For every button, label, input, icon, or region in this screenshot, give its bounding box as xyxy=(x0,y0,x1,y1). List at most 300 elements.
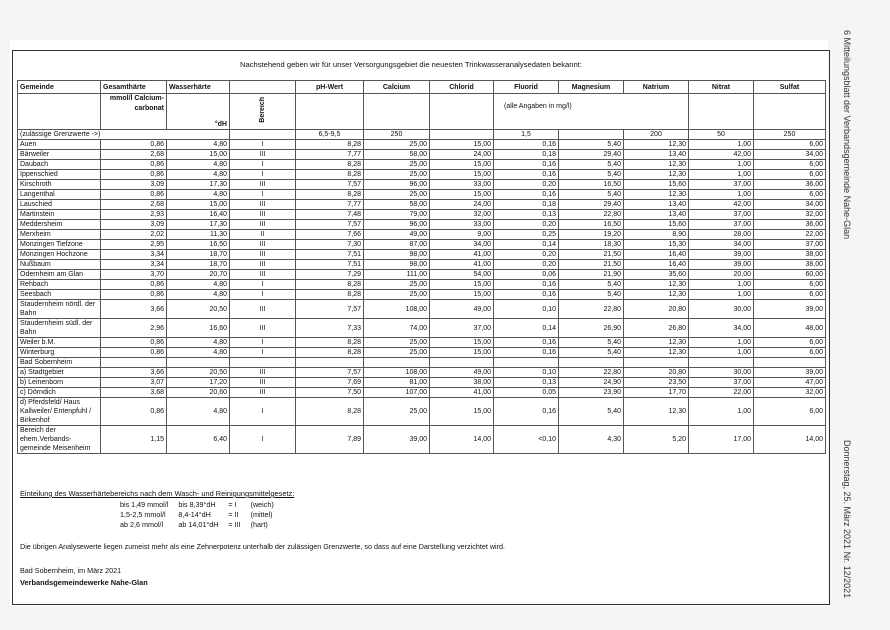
cell-ph: 8,28 xyxy=(296,338,364,348)
cell-chlorid: 15,00 xyxy=(430,140,494,150)
cell-calcium: 49,00 xyxy=(364,230,430,240)
row-gemeinde: Nußbaum xyxy=(18,260,101,270)
cell-dh: 4,80 xyxy=(167,348,230,358)
cell-dh: 20,50 xyxy=(167,300,230,319)
cell-sulfat: 6,00 xyxy=(754,140,826,150)
cell-ph: 8,28 xyxy=(296,348,364,358)
cell-nitrat: 34,00 xyxy=(689,319,754,338)
cell-natrium: 35,60 xyxy=(624,270,689,280)
cell-fluorid: 0,20 xyxy=(494,250,559,260)
cell-natrium: 12,30 xyxy=(624,280,689,290)
cell-dh: 20,50 xyxy=(167,368,230,378)
side-date: Donnerstag, 25. März 2021 Nr. 12/2021 xyxy=(842,440,852,599)
row-gemeinde: Staudernheim südl. der Bahn xyxy=(18,319,101,338)
cell-sulfat: 6,00 xyxy=(754,160,826,170)
table-row xyxy=(18,240,826,250)
cell-natrium: 8,90 xyxy=(624,230,689,240)
unit-bereich: Bereich xyxy=(259,97,266,123)
cell-bereich: I xyxy=(230,140,296,150)
table-row xyxy=(18,338,826,348)
cell-sulfat: 39,00 xyxy=(754,300,826,319)
cell-mmol: 2,93 xyxy=(101,210,167,220)
table-row xyxy=(18,150,826,160)
cell-dh: 17,30 xyxy=(167,220,230,230)
cell-magnesium: 22,80 xyxy=(559,300,624,319)
row-gemeinde: Martinstein xyxy=(18,210,101,220)
cell-dh: 18,70 xyxy=(167,260,230,270)
cell-chlorid: 15,00 xyxy=(430,290,494,300)
cell-bereich: I xyxy=(230,160,296,170)
cell-sulfat: 6,00 xyxy=(754,338,826,348)
cell-natrium xyxy=(624,358,689,368)
header-gesamthaerte: Gesamthärte xyxy=(101,81,167,94)
cell-magnesium: 5,40 xyxy=(559,170,624,180)
table-row xyxy=(18,160,826,170)
footnote: Die übrigen Analysewerte liegen zumeist mehr als eine Zehnerpotenz unterhalb der zulässigen Grenzwerte, so dass auf eine Darstellung verzichtet wird. xyxy=(20,542,506,551)
cell-calcium: 96,00 xyxy=(364,220,430,230)
table-row xyxy=(18,200,826,210)
cell-magnesium: 4,30 xyxy=(559,426,624,454)
cell-bereich: I xyxy=(230,190,296,200)
table-row xyxy=(18,230,826,240)
cell-nitrat: 37,00 xyxy=(689,220,754,230)
cell-magnesium: 5,40 xyxy=(559,160,624,170)
header-fluorid: Fluorid xyxy=(494,81,559,94)
cell-calcium: 58,00 xyxy=(364,200,430,210)
cell-sulfat: 39,00 xyxy=(754,368,826,378)
cell-magnesium: 5,40 xyxy=(559,280,624,290)
cell-dh xyxy=(167,358,230,368)
cell-calcium: 87,00 xyxy=(364,240,430,250)
cell-chlorid: 15,00 xyxy=(430,398,494,426)
cell-ph: 8,28 xyxy=(296,280,364,290)
cell-dh: 4,80 xyxy=(167,160,230,170)
cell-dh: 6,40 xyxy=(167,426,230,454)
cell-bereich: I xyxy=(230,398,296,426)
row-gemeinde: Bad Sobernheim xyxy=(18,358,101,368)
cell-fluorid xyxy=(494,358,559,368)
cell-mmol: 3,70 xyxy=(101,270,167,280)
cell-bereich: III xyxy=(230,200,296,210)
cell-dh: 16,40 xyxy=(167,210,230,220)
cell-magnesium: 16,50 xyxy=(559,180,624,190)
cell-nitrat: 1,00 xyxy=(689,280,754,290)
cell-mmol: 0,86 xyxy=(101,190,167,200)
cell-bereich: III xyxy=(230,210,296,220)
table-row xyxy=(18,378,826,388)
cell-nitrat: 20,00 xyxy=(689,270,754,280)
cell-ph: 7,29 xyxy=(296,270,364,280)
cell-calcium: 25,00 xyxy=(364,140,430,150)
cell-natrium: 12,30 xyxy=(624,338,689,348)
cell-mmol: 3,34 xyxy=(101,250,167,260)
cell-bereich xyxy=(230,358,296,368)
cell-mmol: 3,66 xyxy=(101,368,167,378)
row-gemeinde: Auen xyxy=(18,140,101,150)
table-row xyxy=(18,358,826,368)
cell-chlorid: 38,00 xyxy=(430,378,494,388)
cell-mmol: 0,86 xyxy=(101,338,167,348)
cell-nitrat: 1,00 xyxy=(689,398,754,426)
cell-calcium: 108,00 xyxy=(364,300,430,319)
cell-chlorid: 41,00 xyxy=(430,260,494,270)
units-row xyxy=(18,94,826,130)
cell-calcium: 98,00 xyxy=(364,250,430,260)
cell-ph: 8,28 xyxy=(296,160,364,170)
cell-sulfat: 22,00 xyxy=(754,230,826,240)
cell-sulfat: 6,00 xyxy=(754,190,826,200)
cell-natrium: 12,30 xyxy=(624,190,689,200)
row-gemeinde: Bereich der ehem.Verbands-gemeinde Meisenheim xyxy=(18,426,101,454)
cell-ph: 7,48 xyxy=(296,210,364,220)
cell-mmol: 0,86 xyxy=(101,140,167,150)
cell-dh: 11,30 xyxy=(167,230,230,240)
cell-sulfat: 36,00 xyxy=(754,220,826,230)
table-row xyxy=(18,280,826,290)
cell-sulfat: 48,00 xyxy=(754,319,826,338)
row-gemeinde: Lauschied xyxy=(18,200,101,210)
cell-fluorid: 0,13 xyxy=(494,378,559,388)
cell-fluorid: 0,13 xyxy=(494,210,559,220)
cell-dh: 16,50 xyxy=(167,240,230,250)
cell-bereich: III xyxy=(230,250,296,260)
cell-bereich: III xyxy=(230,319,296,338)
limit-ph: 6,5-9,5 xyxy=(296,130,364,140)
legend-row: ab 2,6 mmol/l ab 14,01°dH = III (hart) xyxy=(120,520,268,529)
table-row xyxy=(18,388,826,398)
cell-natrium: 5,20 xyxy=(624,426,689,454)
cell-mmol: 0,86 xyxy=(101,290,167,300)
cell-bereich: I xyxy=(230,290,296,300)
cell-bereich: III xyxy=(230,180,296,190)
table-row xyxy=(18,319,826,338)
table-row xyxy=(18,398,826,426)
cell-magnesium: 5,40 xyxy=(559,290,624,300)
cell-nitrat xyxy=(689,358,754,368)
cell-magnesium: 5,40 xyxy=(559,398,624,426)
cell-natrium: 20,80 xyxy=(624,368,689,378)
cell-sulfat: 36,00 xyxy=(754,180,826,190)
cell-calcium: 25,00 xyxy=(364,160,430,170)
table-row xyxy=(18,426,826,454)
cell-magnesium: 5,40 xyxy=(559,348,624,358)
cell-mmol: 0,86 xyxy=(101,398,167,426)
cell-ph: 7,89 xyxy=(296,426,364,454)
cell-chlorid: 15,00 xyxy=(430,170,494,180)
cell-fluorid: 0,05 xyxy=(494,388,559,398)
table-row xyxy=(18,270,826,280)
row-gemeinde: Ippenschied xyxy=(18,170,101,180)
cell-natrium: 16,40 xyxy=(624,260,689,270)
cell-dh: 16,60 xyxy=(167,319,230,338)
cell-chlorid: 15,00 xyxy=(430,190,494,200)
header-ph: pH-Wert xyxy=(296,81,364,94)
unit-dh: °dH xyxy=(167,94,230,130)
cell-ph: 7,51 xyxy=(296,260,364,270)
cell-mmol: 2,68 xyxy=(101,200,167,210)
cell-nitrat: 42,00 xyxy=(689,200,754,210)
cell-nitrat: 1,00 xyxy=(689,160,754,170)
header-natrium: Natrium xyxy=(624,81,689,94)
cell-dh: 15,00 xyxy=(167,150,230,160)
cell-calcium: 58,00 xyxy=(364,150,430,160)
cell-fluorid: 0,16 xyxy=(494,140,559,150)
cell-nitrat: 1,00 xyxy=(689,338,754,348)
row-gemeinde: Monzingen Tiefzone xyxy=(18,240,101,250)
header-wasserhaerte: Wasserhärte xyxy=(167,81,230,94)
cell-natrium: 13,40 xyxy=(624,200,689,210)
cell-sulfat: 6,00 xyxy=(754,398,826,426)
cell-sulfat: 14,00 xyxy=(754,426,826,454)
cell-calcium: 25,00 xyxy=(364,170,430,180)
cell-ph: 8,28 xyxy=(296,170,364,180)
table-row xyxy=(18,190,826,200)
cell-fluorid: 0,16 xyxy=(494,280,559,290)
cell-sulfat: 60,00 xyxy=(754,270,826,280)
cell-calcium: 25,00 xyxy=(364,348,430,358)
cell-nitrat: 39,00 xyxy=(689,260,754,270)
cell-fluorid: 0,14 xyxy=(494,319,559,338)
row-gemeinde: Winterburg xyxy=(18,348,101,358)
cell-fluorid: 0,18 xyxy=(494,200,559,210)
table-row xyxy=(18,290,826,300)
cell-ph: 7,51 xyxy=(296,250,364,260)
cell-mmol: 1,15 xyxy=(101,426,167,454)
cell-natrium: 15,60 xyxy=(624,180,689,190)
cell-calcium xyxy=(364,358,430,368)
place-date: Bad Sobernheim, im März 2021 xyxy=(20,566,122,575)
limit-calcium: 250 xyxy=(364,130,430,140)
cell-dh: 17,20 xyxy=(167,378,230,388)
cell-nitrat: 1,00 xyxy=(689,190,754,200)
cell-ph: 7,77 xyxy=(296,200,364,210)
cell-bereich: III xyxy=(230,368,296,378)
cell-magnesium: 26,90 xyxy=(559,319,624,338)
cell-chlorid: 9,00 xyxy=(430,230,494,240)
cell-nitrat: 22,00 xyxy=(689,388,754,398)
cell-mmol: 2,95 xyxy=(101,240,167,250)
table-row xyxy=(18,348,826,358)
cell-chlorid: 15,00 xyxy=(430,338,494,348)
cell-mmol xyxy=(101,358,167,368)
cell-calcium: 25,00 xyxy=(364,280,430,290)
cell-chlorid: 41,00 xyxy=(430,250,494,260)
row-gemeinde: Weiler b.M. xyxy=(18,338,101,348)
cell-magnesium: 21,50 xyxy=(559,260,624,270)
cell-mmol: 0,86 xyxy=(101,160,167,170)
cell-calcium: 25,00 xyxy=(364,290,430,300)
cell-calcium: 74,00 xyxy=(364,319,430,338)
cell-chlorid: 41,00 xyxy=(430,388,494,398)
cell-chlorid: 24,00 xyxy=(430,200,494,210)
cell-natrium: 23,50 xyxy=(624,378,689,388)
cell-nitrat: 1,00 xyxy=(689,140,754,150)
cell-ph: 8,28 xyxy=(296,290,364,300)
legend-title: Einteilung des Wasserhärtebereichs nach dem Wasch- und Reinigungsmittelgesetz: xyxy=(20,489,295,498)
cell-nitrat: 30,00 xyxy=(689,300,754,319)
cell-ph: 7,69 xyxy=(296,378,364,388)
cell-dh: 4,80 xyxy=(167,280,230,290)
cell-natrium: 17,70 xyxy=(624,388,689,398)
cell-chlorid: 15,00 xyxy=(430,160,494,170)
cell-fluorid: 0,20 xyxy=(494,220,559,230)
cell-sulfat: 38,00 xyxy=(754,260,826,270)
row-gemeinde: Rehbach xyxy=(18,280,101,290)
cell-ph: 7,50 xyxy=(296,388,364,398)
cell-natrium: 20,80 xyxy=(624,300,689,319)
row-gemeinde: d) Pferdsfeld/ Haus Kallweiler/ Entenpfuhl / Birkenhof xyxy=(18,398,101,426)
cell-bereich: I xyxy=(230,338,296,348)
cell-fluorid: 0,10 xyxy=(494,300,559,319)
cell-bereich: II xyxy=(230,230,296,240)
cell-mmol: 3,09 xyxy=(101,180,167,190)
row-gemeinde: Merxheim xyxy=(18,230,101,240)
cell-magnesium: 16,50 xyxy=(559,220,624,230)
limit-natrium: 200 xyxy=(624,130,689,140)
hardness-legend xyxy=(20,489,294,530)
cell-fluorid: 0,16 xyxy=(494,190,559,200)
cell-fluorid: 0,18 xyxy=(494,150,559,160)
header-row xyxy=(18,81,826,94)
cell-fluorid: 0,16 xyxy=(494,398,559,426)
cell-ph: 7,57 xyxy=(296,368,364,378)
cell-dh: 18,70 xyxy=(167,250,230,260)
limits-label: (zulässige Grenzwerte ->) xyxy=(18,130,230,140)
limit-nitrat: 50 xyxy=(689,130,754,140)
limit-fluorid: 1,5 xyxy=(494,130,559,140)
cell-fluorid: 0,16 xyxy=(494,290,559,300)
cell-nitrat: 28,00 xyxy=(689,230,754,240)
table-row xyxy=(18,180,826,190)
organization: Verbandsgemeindewerke Nahe-Glan xyxy=(20,578,148,587)
cell-chlorid: 54,00 xyxy=(430,270,494,280)
cell-chlorid: 15,00 xyxy=(430,348,494,358)
cell-natrium: 12,30 xyxy=(624,348,689,358)
cell-ph: 7,33 xyxy=(296,319,364,338)
cell-natrium: 13,40 xyxy=(624,210,689,220)
table-row xyxy=(18,250,826,260)
cell-natrium: 12,30 xyxy=(624,140,689,150)
unit-mmol: mmol/l Calcium-carbonat xyxy=(101,94,167,130)
intro-text: Nachstehend geben wir für unser Versorgungsgebiet die neuesten Trinkwasseranalysedaten bekannt: xyxy=(240,60,582,69)
cell-bereich: I xyxy=(230,280,296,290)
cell-nitrat: 34,00 xyxy=(689,240,754,250)
cell-natrium: 16,40 xyxy=(624,250,689,260)
cell-sulfat: 32,00 xyxy=(754,388,826,398)
cell-chlorid: 49,00 xyxy=(430,300,494,319)
cell-ph: 7,77 xyxy=(296,150,364,160)
cell-bereich: III xyxy=(230,240,296,250)
row-gemeinde: Kirschroth xyxy=(18,180,101,190)
cell-bereich: III xyxy=(230,220,296,230)
cell-chlorid: 32,00 xyxy=(430,210,494,220)
cell-natrium: 13,40 xyxy=(624,150,689,160)
cell-natrium: 12,30 xyxy=(624,290,689,300)
row-gemeinde: Seesbach xyxy=(18,290,101,300)
cell-chlorid: 49,00 xyxy=(430,368,494,378)
cell-mmol: 0,86 xyxy=(101,348,167,358)
analysis-table xyxy=(17,80,826,454)
cell-fluorid: <0,10 xyxy=(494,426,559,454)
cell-magnesium: 5,40 xyxy=(559,140,624,150)
row-gemeinde: Bärweiler xyxy=(18,150,101,160)
row-gemeinde: a) Stadtgebiet xyxy=(18,368,101,378)
cell-magnesium: 18,30 xyxy=(559,240,624,250)
cell-natrium: 26,80 xyxy=(624,319,689,338)
cell-natrium: 15,30 xyxy=(624,240,689,250)
cell-ph: 7,57 xyxy=(296,180,364,190)
cell-calcium: 107,00 xyxy=(364,388,430,398)
unit-alle-angaben: (alle Angaben in mg/l) xyxy=(494,94,689,130)
cell-magnesium: 5,40 xyxy=(559,338,624,348)
cell-dh: 15,00 xyxy=(167,200,230,210)
cell-natrium: 12,30 xyxy=(624,170,689,180)
cell-dh: 4,80 xyxy=(167,140,230,150)
cell-nitrat: 39,00 xyxy=(689,250,754,260)
cell-ph: 7,57 xyxy=(296,220,364,230)
cell-dh: 20,60 xyxy=(167,388,230,398)
cell-natrium: 12,30 xyxy=(624,160,689,170)
cell-nitrat: 42,00 xyxy=(689,150,754,160)
cell-sulfat: 37,00 xyxy=(754,240,826,250)
cell-nitrat: 37,00 xyxy=(689,378,754,388)
table-row xyxy=(18,140,826,150)
legend-table xyxy=(115,500,279,530)
header-calcium: Calcium xyxy=(364,81,430,94)
cell-chlorid: 24,00 xyxy=(430,150,494,160)
cell-calcium: 79,00 xyxy=(364,210,430,220)
cell-calcium: 111,00 xyxy=(364,270,430,280)
cell-bereich: III xyxy=(230,300,296,319)
cell-sulfat: 6,00 xyxy=(754,348,826,358)
cell-ph xyxy=(296,358,364,368)
cell-chlorid xyxy=(430,358,494,368)
cell-bereich: III xyxy=(230,270,296,280)
row-gemeinde: Staudernheim nördl. der Bahn xyxy=(18,300,101,319)
cell-mmol: 3,66 xyxy=(101,300,167,319)
cell-sulfat: 6,00 xyxy=(754,290,826,300)
cell-ph: 8,28 xyxy=(296,190,364,200)
cell-bereich: III xyxy=(230,150,296,160)
cell-mmol: 3,68 xyxy=(101,388,167,398)
cell-nitrat: 1,00 xyxy=(689,170,754,180)
cell-sulfat xyxy=(754,358,826,368)
cell-dh: 20,70 xyxy=(167,270,230,280)
legend-row: bis 1,49 mmol/l bis 8,39°dH = I (weich) xyxy=(120,500,274,509)
cell-nitrat: 1,00 xyxy=(689,348,754,358)
cell-bereich: III xyxy=(230,378,296,388)
cell-sulfat: 34,00 xyxy=(754,150,826,160)
cell-nitrat: 37,00 xyxy=(689,180,754,190)
cell-mmol: 2,02 xyxy=(101,230,167,240)
cell-sulfat: 32,00 xyxy=(754,210,826,220)
cell-mmol: 3,09 xyxy=(101,220,167,230)
cell-nitrat: 37,00 xyxy=(689,210,754,220)
cell-nitrat: 1,00 xyxy=(689,290,754,300)
cell-chlorid: 33,00 xyxy=(430,220,494,230)
cell-mmol: 2,68 xyxy=(101,150,167,160)
cell-bereich: III xyxy=(230,260,296,270)
cell-natrium: 12,30 xyxy=(624,398,689,426)
cell-mmol: 2,96 xyxy=(101,319,167,338)
table-row xyxy=(18,368,826,378)
cell-bereich: III xyxy=(230,388,296,398)
row-gemeinde: Daubach xyxy=(18,160,101,170)
cell-magnesium: 5,40 xyxy=(559,190,624,200)
cell-sulfat: 47,00 xyxy=(754,378,826,388)
table-row xyxy=(18,170,826,180)
cell-magnesium: 24,90 xyxy=(559,378,624,388)
